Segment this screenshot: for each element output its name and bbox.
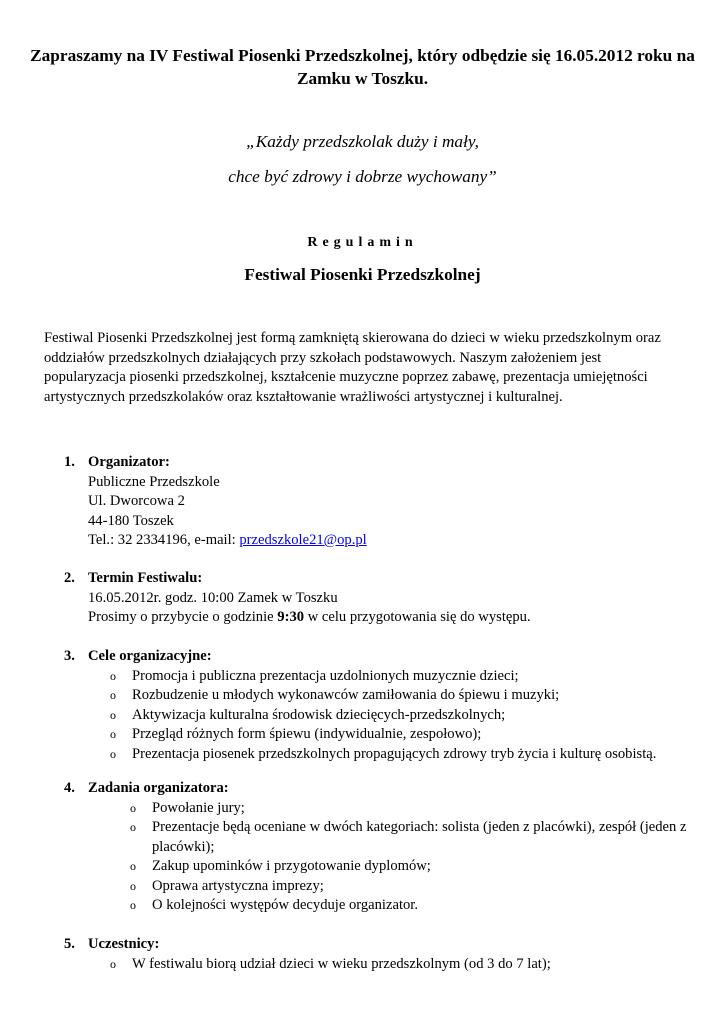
list-item — [110, 955, 694, 975]
list-item — [130, 818, 694, 857]
bullet-icon: o — [110, 956, 116, 971]
list-item — [130, 857, 694, 877]
organizer-address — [64, 473, 694, 551]
section-title: Cele organizacyjne: — [88, 648, 212, 664]
section-number: 4. — [64, 780, 75, 796]
list-item-text: Promocja i publiczna prezentacja uzdolnionych muzycznie dzieci; — [132, 667, 519, 684]
email-link[interactable]: przedszkole21@op.pl — [239, 532, 367, 548]
organizer-name: Publiczne Przedszkole — [88, 473, 220, 490]
termin-details — [64, 589, 694, 628]
regulamin-heading: Regulamin — [307, 235, 418, 250]
motto-line-1: „Każdy przedszkolak duży i mały, — [246, 132, 479, 151]
bullet-icon: o — [110, 688, 116, 702]
page-title: Zapraszamy na IV Festiwal Piosenki Przedszkolnej, który odbędzie się 16.05.2012 roku na Zamku w Toszku. — [30, 46, 695, 88]
section-number: 1. — [64, 454, 75, 470]
bullet-icon: o — [110, 707, 116, 722]
section-title: Termin Festiwalu: — [88, 570, 203, 586]
list-item-text: Oprawa artystyczna imprezy; — [152, 877, 324, 894]
organizer-street: Ul. Dworcowa 2 — [88, 493, 185, 509]
goals-list — [64, 667, 694, 765]
organizer-phone: Tel.: 32 2334196, e-mail: — [88, 532, 240, 548]
list-item-text: W festiwalu biorą udział dzieci w wieku przedszkolnym (od 3 do 7 lat); — [132, 955, 551, 972]
section-termin — [64, 569, 694, 628]
section-uczestnicy — [64, 935, 694, 974]
section-cele — [64, 647, 694, 764]
arrival-note-prefix: Prosimy o przybycie o godzinie — [88, 609, 278, 625]
bullet-icon: o — [110, 727, 116, 741]
list-item-text: O kolejności występów decyduje organizator. — [152, 897, 419, 913]
list-item — [110, 745, 694, 765]
section-heading — [64, 779, 694, 799]
bullet-icon: o — [130, 800, 136, 815]
list-item — [130, 877, 694, 897]
arrival-time: 9:30 — [277, 609, 305, 625]
section-heading — [64, 647, 694, 667]
motto-line-2: chce być zdrowy i dobrze wychowany” — [228, 167, 497, 186]
participants-list — [64, 955, 694, 975]
subtitle: Festiwal Piosenki Przedszkolnej — [244, 265, 481, 284]
organizer-city: 44-180 Toszek — [88, 512, 174, 529]
bullet-icon: o — [130, 898, 136, 912]
list-item — [110, 686, 694, 706]
bullet-icon: o — [110, 746, 116, 761]
list-item-text: Zakup upominków i przygotowanie dyplomów; — [152, 858, 431, 874]
section-title: Zadania organizatora: — [88, 780, 229, 796]
arrival-note-suffix: w celu przygotowania się do występu. — [304, 609, 531, 625]
arrival-note — [88, 608, 694, 628]
list-item-text: Rozbudzenie u młodych wykonawców zamiłowania do śpiewu i muzyki; — [132, 687, 560, 703]
section-heading — [64, 935, 694, 955]
bullet-icon: o — [110, 668, 116, 683]
organizer-contact — [88, 531, 694, 551]
section-number: 5. — [64, 936, 75, 952]
festival-date: 16.05.2012r. godz. 10:00 Zamek w Toszku — [88, 589, 338, 606]
list-item — [130, 896, 694, 916]
section-number: 3. — [64, 648, 75, 664]
bullet-icon: o — [130, 820, 136, 834]
list-item — [130, 799, 694, 819]
bullet-icon: o — [130, 878, 136, 893]
section-title: Uczestnicy: — [88, 936, 160, 952]
list-item-text: Powołanie jury; — [152, 799, 245, 816]
tasks-list — [64, 799, 694, 916]
list-item — [110, 706, 694, 726]
list-item-text: Aktywizacja kulturalna środowisk dziecięcych-przedszkolnych; — [132, 706, 506, 723]
list-item — [110, 725, 694, 745]
list-item-text: Prezentacje będą oceniane w dwóch kategoriach: solista (jeden z placówki), zespół (jeden z placówki); — [152, 819, 687, 855]
intro-paragraph: Festiwal Piosenki Przedszkolnej jest formą zamkniętą skierowana do dzieci w wieku przedszkolnym oraz oddziałów przedszkolnych działających przy szkołach podstawowych. Naszym założeniem jest popularyzacja piosenki przedszkolnej, kształcenie muzyczne poprzez zabawę, prezentacja umiejętności artystycznych przedszkolaków oraz kształtowanie wrażliwości artystycznej i kulturalnej. — [44, 330, 661, 406]
section-organizator — [64, 453, 694, 551]
list-item — [110, 667, 694, 687]
bullet-icon: o — [130, 859, 136, 873]
section-heading — [64, 453, 694, 473]
section-zadania — [64, 779, 694, 916]
list-item-text: Prezentacja piosenek przedszkolnych propagujących zdrowy tryb życia i kulturę osobistą. — [132, 745, 657, 762]
section-number: 2. — [64, 570, 75, 586]
list-item-text: Przegląd różnych form śpiewu (indywidualnie, zespołowo); — [132, 726, 482, 742]
section-heading — [64, 569, 694, 589]
section-title: Organizator: — [88, 454, 170, 470]
